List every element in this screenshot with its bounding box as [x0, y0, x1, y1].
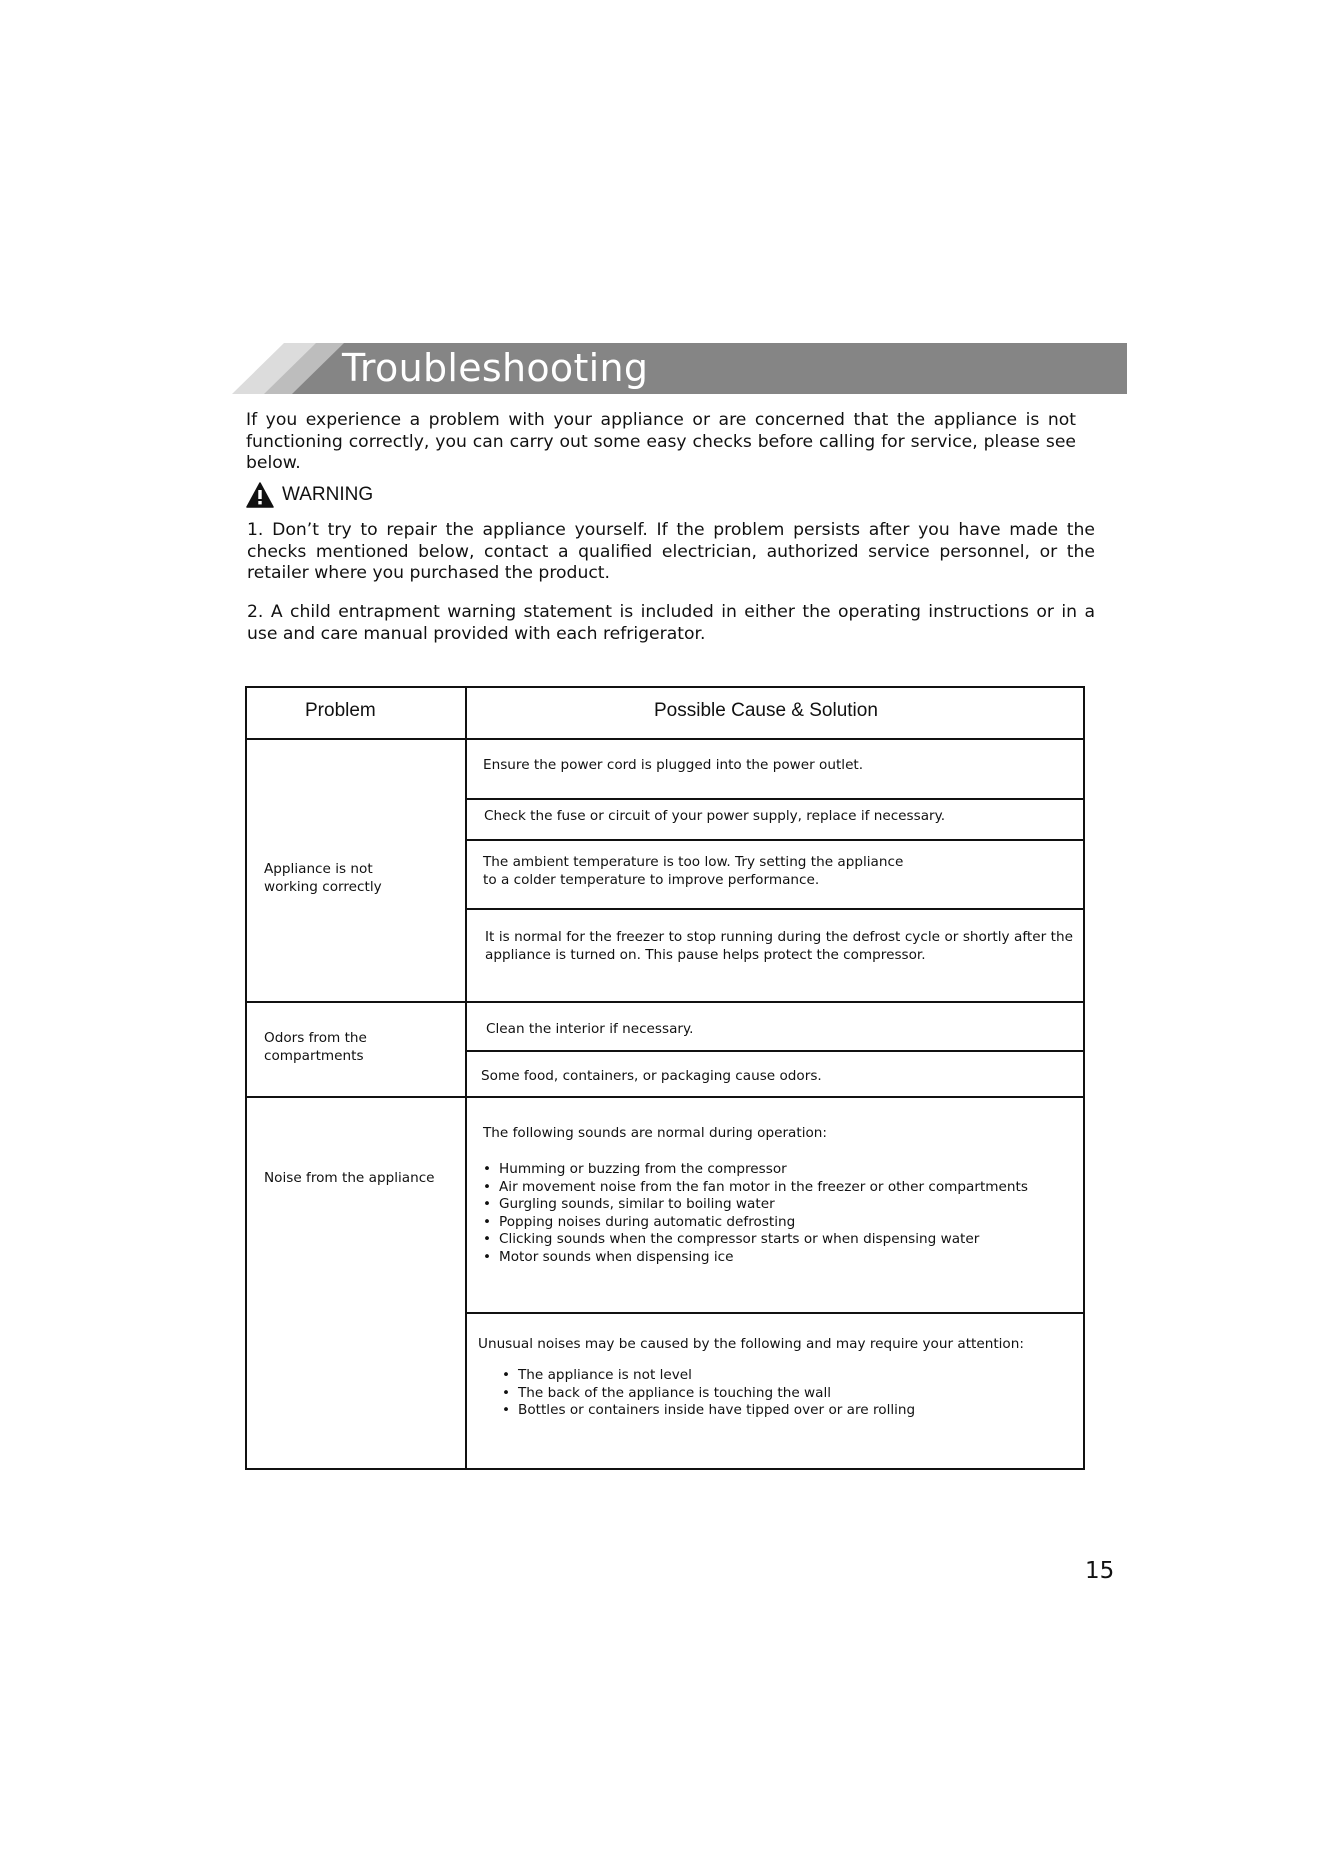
- column-header-problem: Problem: [305, 700, 376, 721]
- warning-item-2: 2. A child entrapment warning statement is included in either the operating instructions or in a use and care manual provided with each refrigerator.: [247, 602, 1095, 644]
- warning-icon: [246, 482, 274, 508]
- sub-border: [465, 1050, 1085, 1052]
- sub-border: [465, 798, 1085, 800]
- solution-cell: Clean the interior if necessary.: [486, 1021, 694, 1037]
- list-item: • The back of the appliance is touching the wall: [500, 1385, 1060, 1403]
- column-divider: [465, 686, 467, 1470]
- list-item: • Bottles or containers inside have tipped over or are rolling: [500, 1402, 1060, 1420]
- normal-sounds-list: [481, 1161, 1081, 1266]
- list-item: • Air movement noise from the fan motor in the freezer or other compartments: [481, 1179, 1081, 1197]
- sub-border: [465, 839, 1085, 841]
- sub-border: [465, 908, 1085, 910]
- solution-cell: Some food, containers, or packaging cause odors.: [481, 1068, 822, 1084]
- header-row-border: [245, 738, 1085, 740]
- problem-cell: Odors from the compartments: [264, 1030, 367, 1064]
- problem-cell: Appliance is not working correctly: [264, 861, 382, 895]
- list-item: • Humming or buzzing from the compressor: [481, 1161, 1081, 1179]
- section-banner: [232, 343, 1127, 394]
- solution-cell: Ensure the power cord is plugged into the power outlet.: [483, 757, 864, 773]
- list-item: • Gurgling sounds, similar to boiling water: [481, 1196, 1081, 1214]
- solution-cell: Check the fuse or circuit of your power supply, replace if necessary.: [484, 808, 946, 824]
- row-border-2: [245, 1096, 1085, 1098]
- unusual-noises-list: [500, 1367, 1060, 1420]
- warning-label: WARNING: [282, 484, 374, 505]
- solution-cell: It is normal for the freezer to stop running during the defrost cycle or shortly after the appliance is turned on. This pause helps protect the compressor.: [485, 929, 1073, 963]
- page-number: 15: [1085, 1558, 1115, 1584]
- sub-border: [465, 1312, 1085, 1314]
- list-item: • Motor sounds when dispensing ice: [481, 1249, 1081, 1267]
- problem-cell: Noise from the appliance: [264, 1170, 435, 1186]
- solution-cell: The following sounds are normal during operation:: [483, 1125, 827, 1141]
- list-item: • Clicking sounds when the compressor starts or when dispensing water: [481, 1231, 1081, 1249]
- solution-cell: The ambient temperature is too low. Try setting the appliance to a colder temperature to improve performance.: [483, 854, 904, 888]
- column-header-solution: Possible Cause & Solution: [654, 700, 878, 721]
- intro-text: If you experience a problem with your appliance or are concerned that the appliance is not functioning correctly, you can carry out some easy checks before calling for service, please see below.: [246, 410, 1076, 473]
- list-item: • The appliance is not level: [500, 1367, 1060, 1385]
- warning-heading: [246, 480, 373, 510]
- page-title: Troubleshooting: [342, 346, 649, 390]
- list-item: • Popping noises during automatic defrosting: [481, 1214, 1081, 1232]
- solution-cell: Unusual noises may be caused by the following and may require your attention:: [478, 1336, 1024, 1352]
- warning-item-1: 1. Don’t try to repair the appliance yourself. If the problem persists after you have made the checks mentioned below, contact a qualified electrician, authorized service personnel, or the retailer where you purchased the product.: [247, 520, 1095, 583]
- row-border-1: [245, 1001, 1085, 1003]
